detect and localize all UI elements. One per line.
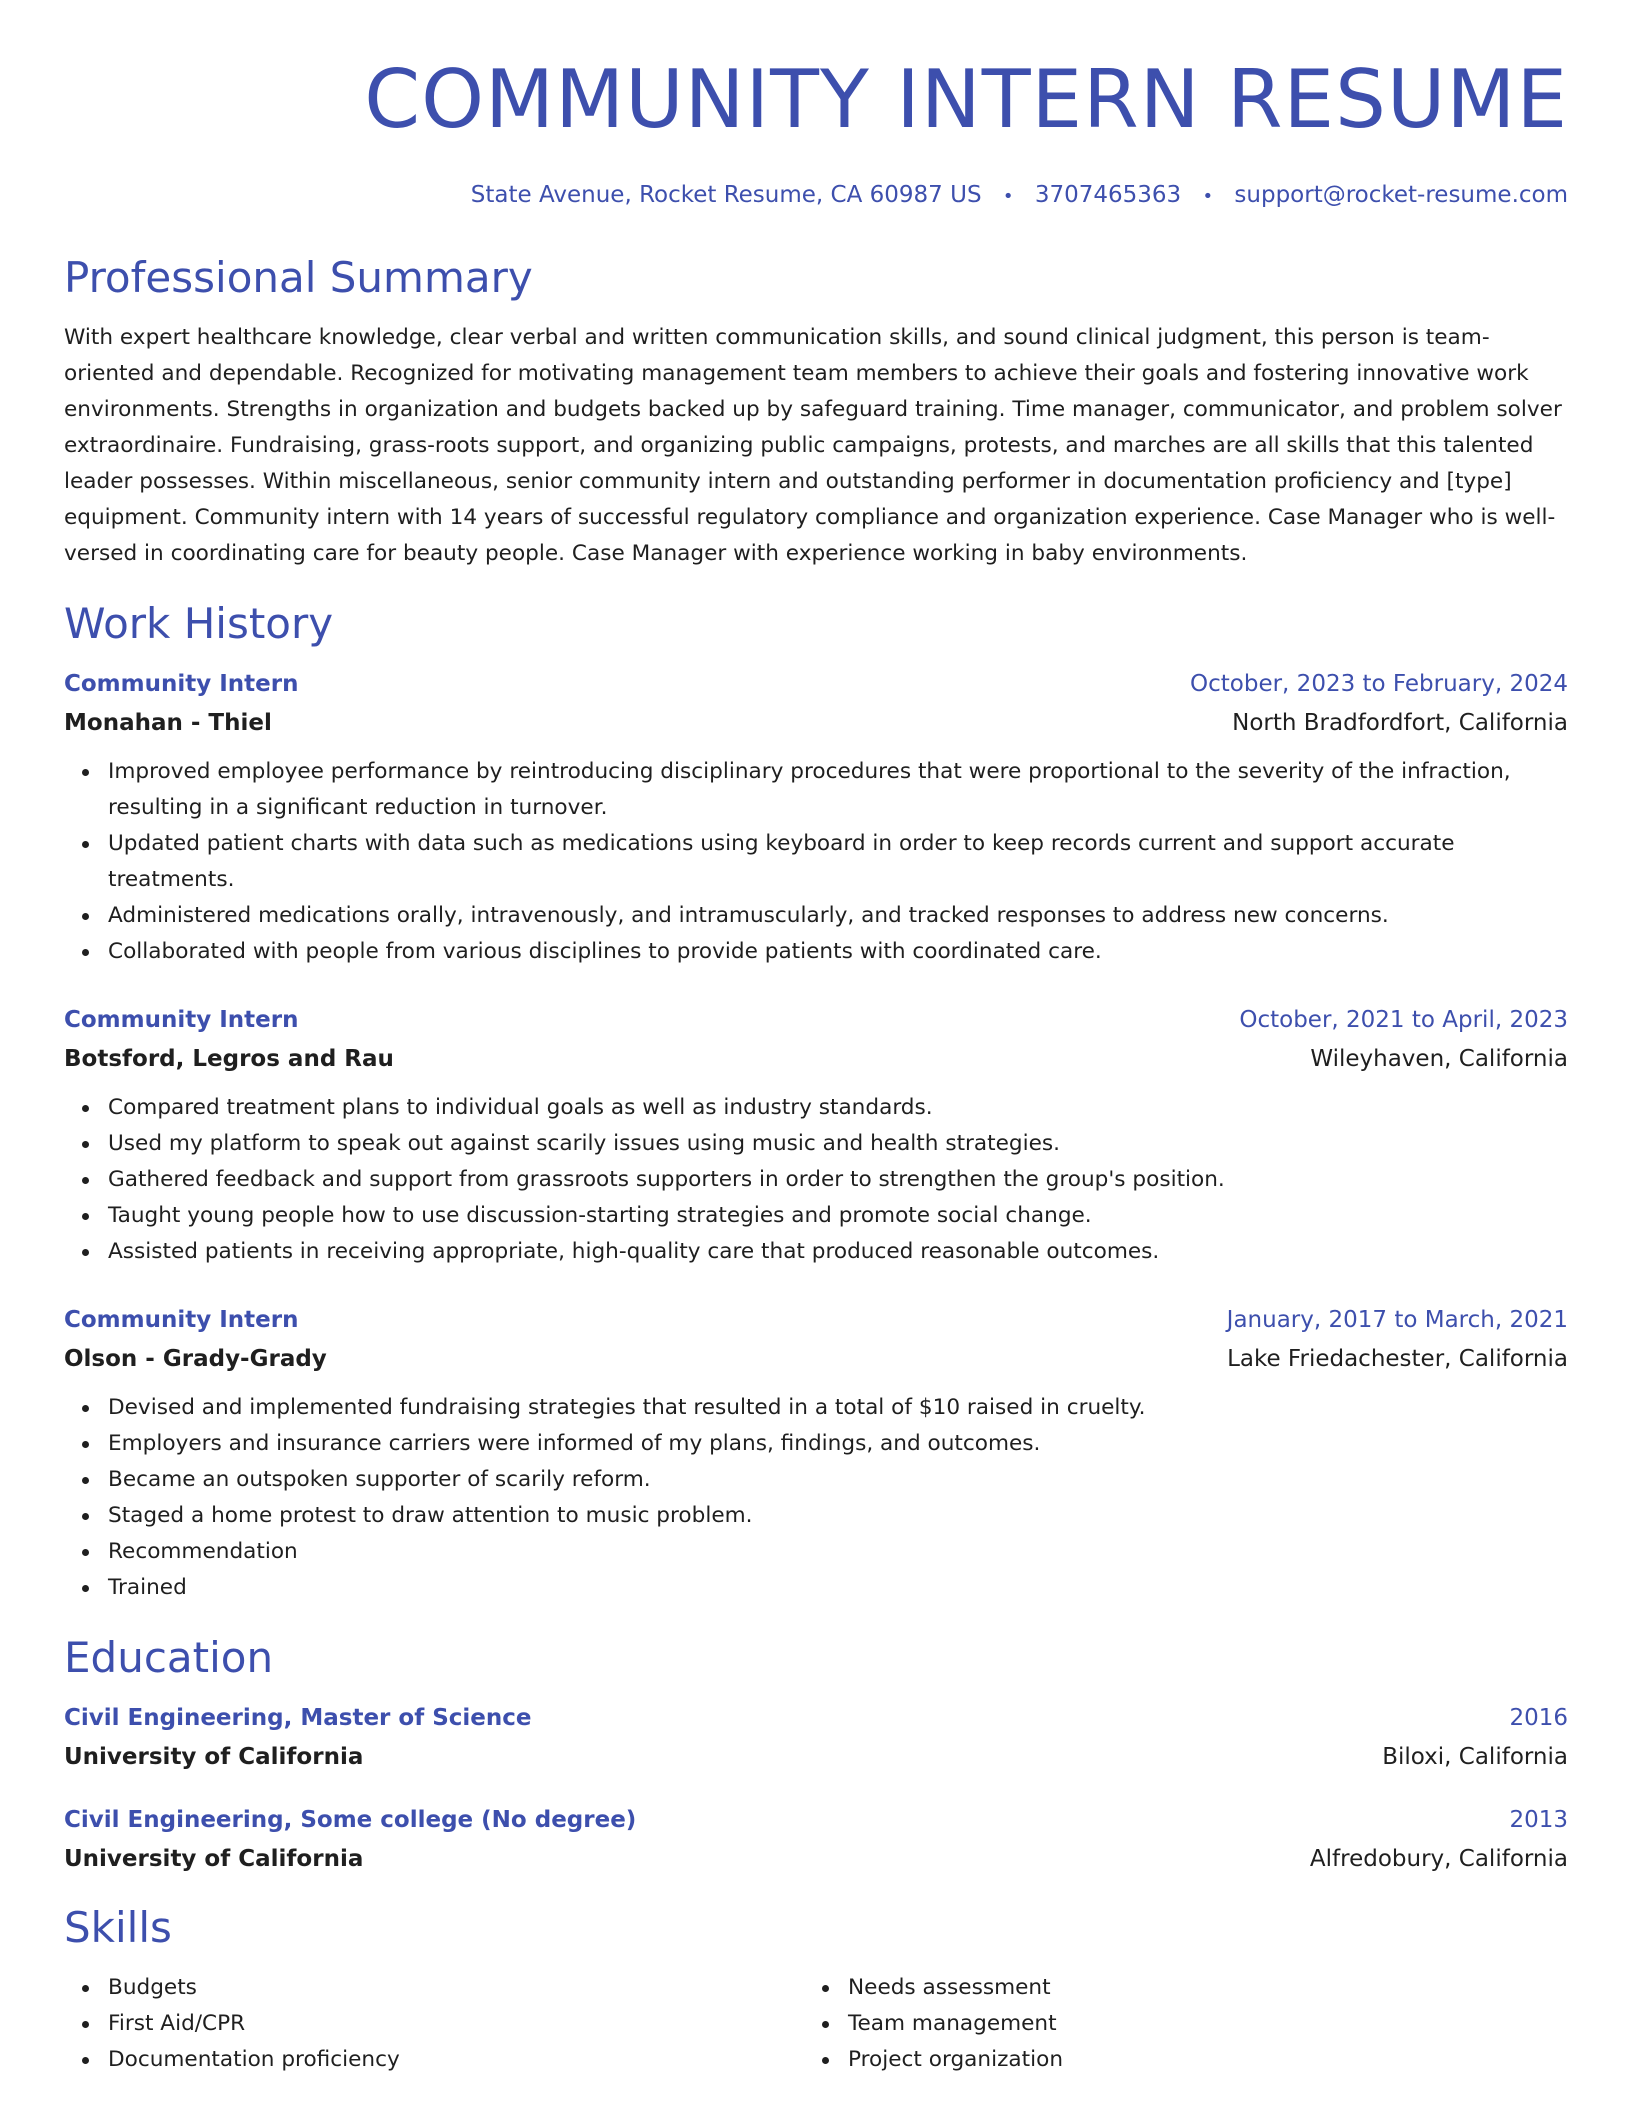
job-company: Olson - Grady-Grady	[64, 1346, 327, 1372]
skills-list	[804, 1970, 1544, 2078]
skills-grid	[64, 1970, 1568, 2078]
contact-address: State Avenue, Rocket Resume, CA 60987 US	[470, 182, 982, 208]
education-degree: Civil Engineering, Master of Science	[64, 1705, 532, 1731]
list-item: Updated patient charts with data such as medications using keyboard in order to keep records current and support accurate treatments.	[108, 826, 1568, 898]
list-item: Became an outspoken supporter of scarily reform.	[108, 1462, 1568, 1498]
job-role: Community Intern	[64, 1307, 299, 1333]
list-item: Needs assessment	[848, 1970, 1544, 2006]
list-item: Documentation proficiency	[108, 2042, 804, 2078]
list-item: Improved employee performance by reintroducing disciplinary procedures that were proportional to the severity of the infraction, resulting in a significant reduction in turnover.	[108, 754, 1568, 826]
job-entry	[64, 1004, 1568, 1270]
job-bullets	[64, 1090, 1568, 1270]
list-item: First Aid/CPR	[108, 2006, 804, 2042]
job-bullets	[64, 1390, 1568, 1606]
skills-list	[64, 1970, 804, 2078]
job-dates: January, 2017 to March, 2021	[1226, 1307, 1568, 1333]
list-item: Devised and implemented fundraising strategies that resulted in a total of $10 raised in cruelty.	[108, 1390, 1568, 1426]
resume-title: COMMUNITY INTERN RESUME	[364, 53, 1568, 146]
list-item: Employers and insurance carriers were informed of my plans, findings, and outcomes.	[108, 1426, 1568, 1462]
skills-heading: Skills	[64, 1903, 172, 1952]
list-item: Administered medications orally, intravenously, and intramuscularly, and tracked responses to address new concerns.	[108, 898, 1568, 934]
job-location: Wileyhaven, California	[1310, 1046, 1568, 1072]
contact-separator: •	[1002, 186, 1014, 207]
list-item: Used my platform to speak out against scarily issues using music and health strategies.	[108, 1126, 1568, 1162]
list-item: Budgets	[108, 1970, 804, 2006]
contact-phone: 3707465363	[1034, 182, 1182, 208]
list-item: Staged a home protest to draw attention to music problem.	[108, 1498, 1568, 1534]
list-item: Collaborated with people from various disciplines to provide patients with coordinated care.	[108, 934, 1568, 970]
summary-text: With expert healthcare knowledge, clear verbal and written communication skills, and sound clinical judgment, this person is team-oriented and dependable. Recognized for motivating management team members to achieve their goals and fostering innovative work environments. Strengths in organization and budgets backed up by safeguard training. Time manager, communicator, and problem solver extraordinaire. Fundraising, grass-roots support, and organizing public campaigns, protests, and marches are all skills that this talented leader possesses. Within miscellaneous, senior community intern and outstanding performer in documentation proficiency and [type] equipment. Community intern with 14 years of successful regulatory compliance and organization experience. Case Manager who is well-versed in coordinating care for beauty people. Case Manager with experience working in baby environments.	[64, 325, 1562, 566]
list-item: Gathered feedback and support from grassroots supporters in order to strengthen the group's position.	[108, 1162, 1568, 1198]
education-year: 2013	[1509, 1807, 1568, 1833]
job-company: Botsford, Legros and Rau	[64, 1046, 394, 1072]
education-entry	[64, 1804, 1568, 1876]
education-entry	[64, 1702, 1568, 1774]
list-item: Recommendation	[108, 1534, 1568, 1570]
job-dates: October, 2021 to April, 2023	[1239, 1007, 1568, 1033]
contact-line	[64, 180, 1568, 212]
list-item: Taught young people how to use discussion-starting strategies and promote social change.	[108, 1198, 1568, 1234]
work-history-heading: Work History	[64, 599, 334, 648]
contact-separator: •	[1202, 186, 1214, 207]
job-role: Community Intern	[64, 1007, 299, 1033]
education-heading: Education	[64, 1633, 274, 1682]
job-role: Community Intern	[64, 671, 299, 697]
education-year: 2016	[1509, 1705, 1568, 1731]
education-degree: Civil Engineering, Some college (No degree)	[64, 1807, 637, 1833]
summary-heading: Professional Summary	[64, 253, 533, 302]
job-entry	[64, 1304, 1568, 1606]
education-location: Biloxi, California	[1382, 1744, 1568, 1770]
job-entry	[64, 668, 1568, 970]
skills-column-right	[804, 1970, 1544, 2078]
contact-email: support@rocket-resume.com	[1234, 182, 1568, 208]
job-dates: October, 2023 to February, 2024	[1190, 671, 1568, 697]
education-school: University of California	[64, 1744, 364, 1770]
education-location: Alfredobury, California	[1309, 1846, 1568, 1872]
list-item: Compared treatment plans to individual goals as well as industry standards.	[108, 1090, 1568, 1126]
education-school: University of California	[64, 1846, 364, 1872]
job-company: Monahan - Thiel	[64, 710, 272, 736]
job-location: Lake Friedachester, California	[1227, 1346, 1568, 1372]
list-item: Project organization	[848, 2042, 1544, 2078]
job-location: North Bradfordfort, California	[1232, 710, 1568, 736]
job-bullets	[64, 754, 1568, 970]
list-item: Team management	[848, 2006, 1544, 2042]
list-item: Trained	[108, 1570, 1568, 1606]
skills-column-left	[64, 1970, 804, 2078]
list-item: Assisted patients in receiving appropriate, high-quality care that produced reasonable outcomes.	[108, 1234, 1568, 1270]
